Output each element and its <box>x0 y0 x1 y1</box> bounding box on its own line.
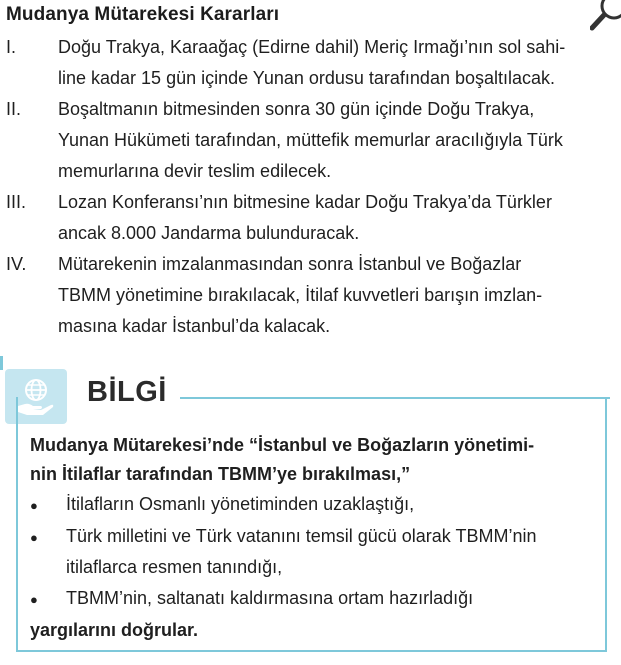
list-item <box>6 187 610 249</box>
info-closing: yargılarını doğrular. <box>30 620 199 640</box>
item-line: memurlarına devir teslim edilecek. <box>58 161 332 181</box>
item-line: Yunan Hükümeti tarafından, müttefik memurlar aracılığıyla Türk <box>58 130 563 150</box>
decision-list <box>6 32 610 342</box>
info-title: BİLGİ <box>87 376 167 408</box>
item-number: I. <box>6 37 17 57</box>
item-text <box>58 187 610 249</box>
bullet-item <box>30 521 596 583</box>
bullet-item <box>30 583 596 615</box>
bullet-text: TBMM’nin, saltanatı kaldırmasına ortam hazırladığı <box>66 588 474 608</box>
magnifier-icon <box>590 0 621 34</box>
list-item <box>6 94 610 187</box>
item-line: Boşaltmanın bitmesinden sonra 30 gün içinde Doğu Trakya, <box>58 99 535 119</box>
item-number: II. <box>6 99 22 119</box>
item-line: Mütarekenin imzalanmasından sonra İstanbul ve Boğazlar <box>58 254 522 274</box>
bullet-text: itilaflarca resmen tanındığı, <box>66 557 283 577</box>
item-line: line kadar 15 gün içinde Yunan ordusu tarafından boşaltılacak. <box>58 68 556 88</box>
bullet-item <box>30 489 596 521</box>
list-item <box>6 249 610 342</box>
bullet-dot-icon <box>30 489 66 521</box>
item-line: masına kadar İstanbul’da kalacak. <box>58 316 331 336</box>
page-title: Mudanya Mütarekesi Kararları <box>6 4 280 25</box>
item-line: ancak 8.000 Jandarma bulunduracak. <box>58 223 360 243</box>
list-item <box>6 32 610 94</box>
item-number: III. <box>6 192 27 212</box>
item-text <box>58 32 610 94</box>
item-number: IV. <box>6 254 27 274</box>
lead-line: Mudanya Mütarekesi’nde “İstanbul ve Boğazların yönetimi- <box>30 435 535 455</box>
info-lead <box>30 431 596 489</box>
info-content <box>30 431 596 645</box>
bullet-text: Türk milletini ve Türk vatanını temsil gücü olarak TBMM’nin <box>66 526 537 546</box>
bullet-dot-icon <box>30 583 66 615</box>
bullet-dot-icon <box>30 521 66 583</box>
item-line: Lozan Konferansı’nın bitmesine kadar Doğu Trakya’da Türkler <box>58 192 552 212</box>
side-marker <box>0 356 3 370</box>
item-text <box>58 249 610 342</box>
lead-line: nin İtilaflar tarafından TBMM’ye bırakılması,” <box>30 464 411 484</box>
item-text <box>58 94 610 187</box>
bullet-text: İtilafların Osmanlı yönetiminden uzaklaştığı, <box>66 494 415 514</box>
item-line: Doğu Trakya, Karaağaç (Edirne dahil) Meriç Irmağı’nın sol sahi- <box>58 37 566 57</box>
item-line: TBMM yönetimine bırakılacak, İtilaf kuvvetleri barışın imzlan- <box>58 285 543 305</box>
